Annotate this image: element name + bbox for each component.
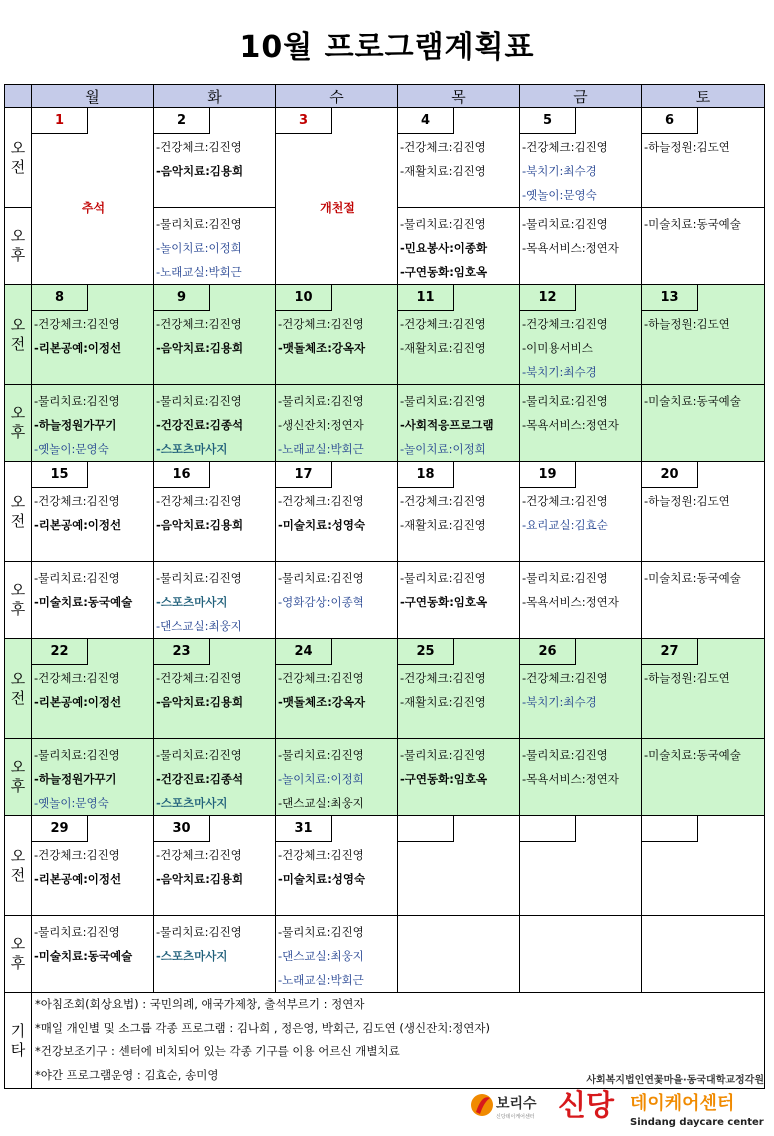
- program-entry: -구연동화:임호옥: [400, 265, 488, 279]
- date-number: 23: [154, 639, 210, 665]
- program-entry: -리본공예:이정선: [34, 341, 122, 355]
- label-char: 기: [10, 1021, 26, 1040]
- label-char: 전: [10, 511, 26, 530]
- program-entry: -건강체크:김진영: [400, 671, 486, 685]
- program-entry: -물리치료:김진영: [34, 571, 120, 585]
- program-entry: -목욕서비스:정연자: [522, 595, 619, 609]
- note-line: *건강보조기구 : 센터에 비치되어 있는 각종 기구를 이용 어르신 개별치료: [35, 1044, 400, 1058]
- program-entry: -북치기:최수경: [522, 164, 597, 178]
- day-pm-cell: [32, 916, 154, 993]
- program-entry: -물리치료:김진영: [278, 925, 364, 939]
- program-entry: -사회적응프로그램: [400, 418, 494, 432]
- program-entry: -건강체크:김진영: [34, 671, 120, 685]
- label-char: 오: [10, 492, 26, 511]
- weekday-header: 금: [520, 85, 642, 108]
- day-pm-cell: [276, 916, 398, 993]
- program-entry: -물리치료:김진영: [278, 571, 364, 585]
- label-char: 오: [10, 138, 26, 157]
- day-am-cell: [520, 108, 642, 208]
- program-entry: -미술치료:동국예술: [644, 748, 741, 762]
- program-entry: -건강체크:김진영: [278, 494, 364, 508]
- label-char: 후: [10, 954, 26, 972]
- program-entry: -물리치료:김진영: [156, 394, 242, 408]
- date-number: 25: [398, 639, 454, 665]
- program-entry: -댄스교실:최웅지: [278, 796, 364, 810]
- day-pm-cell: [398, 562, 520, 639]
- program-entry: -노래교실:박회근: [278, 442, 364, 456]
- date-number: [398, 816, 454, 842]
- program-entry: -북치기:최수경: [522, 695, 597, 709]
- program-entry: -댄스교실:최웅지: [156, 619, 242, 633]
- am-label: [5, 108, 32, 208]
- program-entry: -스포츠마사지: [156, 442, 228, 456]
- program-entry: -리본공예:이정선: [34, 695, 122, 709]
- program-entry: -미술치료:성영숙: [278, 518, 366, 532]
- program-entry: -물리치료:김진영: [156, 925, 242, 939]
- program-entry: -건강체크:김진영: [34, 848, 120, 862]
- program-entry: -미술치료:동국예술: [644, 217, 741, 231]
- day-am-cell: [642, 108, 765, 208]
- program-entry: -하늘정원:김도연: [644, 140, 730, 154]
- weekday-header: 수: [276, 85, 398, 108]
- label-char: 전: [10, 865, 26, 884]
- date-number: 15: [32, 462, 88, 488]
- program-entry: -물리치료:김진영: [400, 217, 486, 231]
- day-pm-cell: [520, 385, 642, 462]
- day-pm-cell: [154, 208, 276, 285]
- program-entry: -물리치료:김진영: [400, 571, 486, 585]
- day-am-cell: [32, 816, 154, 916]
- label-char: 오: [10, 935, 26, 953]
- program-entry: -목욕서비스:정연자: [522, 772, 619, 786]
- day-pm-cell: [32, 562, 154, 639]
- program-entry: -영화감상:이종혁: [278, 595, 364, 609]
- day-pm-cell: [276, 739, 398, 816]
- program-entry: -건강체크:김진영: [400, 494, 486, 508]
- program-entry: -건강체크:김진영: [400, 140, 486, 154]
- program-entry: -옛놀이:문영숙: [34, 796, 109, 810]
- program-entry: -물리치료:김진영: [34, 394, 120, 408]
- program-entry: -건강체크:김진영: [522, 494, 608, 508]
- program-entry: -물리치료:김진영: [522, 217, 608, 231]
- header-corner: [5, 85, 32, 108]
- day-pm-cell: [154, 562, 276, 639]
- day-am-cell: [642, 816, 765, 916]
- schedule-table: [4, 84, 765, 1089]
- day-pm-cell: [276, 562, 398, 639]
- pm-label: [5, 385, 32, 462]
- program-entry: -이미용서비스: [522, 341, 593, 355]
- program-entry: -건강체크:김진영: [278, 671, 364, 685]
- logo-brand-en: Sindang daycare center: [630, 1117, 764, 1128]
- label-char: 전: [10, 688, 26, 707]
- label-char: 후: [10, 600, 26, 618]
- day-pm-cell: [398, 739, 520, 816]
- day-am-cell: [520, 639, 642, 739]
- label-char: 후: [10, 777, 26, 795]
- day-pm-cell: [642, 739, 765, 816]
- date-number: 27: [642, 639, 698, 665]
- day-pm-cell: [32, 739, 154, 816]
- holiday-cell: [32, 108, 154, 285]
- weekday-header: 월: [32, 85, 154, 108]
- holiday-name: 개천절: [320, 201, 355, 215]
- pm-label: [5, 208, 32, 285]
- date-number: 3: [276, 108, 332, 134]
- date-number: 26: [520, 639, 576, 665]
- pm-label: [5, 916, 32, 993]
- program-entry: -놀이치료:이정희: [400, 442, 486, 456]
- program-entry: -건강체크:김진영: [522, 671, 608, 685]
- note-line: *야간 프로그램운영 : 김효순, 송미영: [35, 1067, 219, 1082]
- program-entry: -건강진료:김종석: [156, 772, 244, 786]
- center-logo: [470, 1072, 766, 1132]
- day-am-cell: [154, 816, 276, 916]
- program-entry: -스포츠마사지: [156, 595, 228, 609]
- logo-brand-small-sub: 신당데이케어센터: [496, 1114, 535, 1120]
- date-number: 22: [32, 639, 88, 665]
- note-line: *매일 개인별 및 소그룹 각종 프로그램 : 김나희 , 정은영, 박회근, 김도연 (생신잔치:정연자): [35, 1020, 491, 1035]
- program-entry: -음악치료:김용희: [156, 164, 244, 178]
- program-entry: -물리치료:김진영: [34, 748, 120, 762]
- program-entry: -건강체크:김진영: [522, 140, 608, 154]
- logo-org-text: 사회복지법인연꽃마을·동국대학교정각원: [586, 1075, 764, 1086]
- day-am-cell: [520, 462, 642, 562]
- program-entry: -물리치료:김진영: [156, 748, 242, 762]
- logo-brand-big-rest: 데이케어센터: [630, 1093, 735, 1114]
- date-number: 2: [154, 108, 210, 134]
- program-entry: -놀이치료:이정희: [278, 772, 364, 786]
- label-char: 후: [10, 246, 26, 264]
- day-am-cell: [520, 816, 642, 916]
- program-entry: -목욕서비스:정연자: [522, 241, 619, 255]
- program-entry: -건강체크:김진영: [156, 140, 242, 154]
- logo-brand-big: 신당: [558, 1088, 615, 1122]
- program-entry: -음악치료:김용희: [156, 695, 244, 709]
- day-am-cell: [276, 285, 398, 385]
- program-entry: -음악치료:김용희: [156, 872, 244, 886]
- label-char: 오: [10, 404, 26, 422]
- program-entry: -리본공예:이정선: [34, 518, 122, 532]
- program-entry: -생신잔치:정연자: [278, 418, 364, 432]
- program-entry: -민요봉사:이종화: [400, 241, 488, 255]
- label-char: 오: [10, 758, 26, 776]
- date-number: 11: [398, 285, 454, 311]
- day-am-cell: [398, 639, 520, 739]
- date-number: 4: [398, 108, 454, 134]
- program-entry: -물리치료:김진영: [34, 925, 120, 939]
- program-entry: -북치기:최수경: [522, 365, 597, 379]
- day-pm-cell: [154, 916, 276, 993]
- program-entry: -미술치료:동국예술: [34, 595, 133, 609]
- program-entry: -건강체크:김진영: [522, 317, 608, 331]
- program-entry: -재활치료:김진영: [400, 518, 486, 532]
- program-entry: -물리치료:김진영: [156, 571, 242, 585]
- date-number: [520, 816, 576, 842]
- weekday-header: 목: [398, 85, 520, 108]
- label-char: 타: [10, 1040, 26, 1059]
- program-entry: -하늘정원:김도연: [644, 671, 730, 685]
- date-number: 31: [276, 816, 332, 842]
- label-char: 오: [10, 846, 26, 865]
- program-entry: -맷돌체조:강옥자: [278, 695, 366, 709]
- program-entry: -하늘정원가꾸기: [34, 772, 117, 786]
- date-number: 18: [398, 462, 454, 488]
- program-entry: -건강체크:김진영: [34, 494, 120, 508]
- program-entry: -노래교실:박회근: [278, 973, 364, 987]
- program-entry: -물리치료:김진영: [278, 394, 364, 408]
- day-pm-cell: [398, 916, 520, 993]
- week-pm-row: [5, 916, 765, 993]
- day-pm-cell: [520, 562, 642, 639]
- day-pm-cell: [32, 385, 154, 462]
- date-number: 29: [32, 816, 88, 842]
- program-entry: -하늘정원가꾸기: [34, 418, 117, 432]
- day-pm-cell: [642, 208, 765, 285]
- label-char: 전: [10, 157, 26, 176]
- am-label: [5, 639, 32, 739]
- program-entry: -구연동화:임호옥: [400, 595, 488, 609]
- program-entry: -건강체크:김진영: [156, 494, 242, 508]
- day-am-cell: [398, 108, 520, 208]
- date-number: [642, 816, 698, 842]
- page-title: 10월 프로그램계획표: [239, 30, 535, 65]
- label-char: 전: [10, 334, 26, 353]
- week-am-row: [5, 108, 765, 208]
- week-pm-row: [5, 562, 765, 639]
- program-entry: -댄스교실:최웅지: [278, 949, 364, 963]
- date-number: 20: [642, 462, 698, 488]
- program-entry: -스포츠마사지: [156, 796, 228, 810]
- day-am-cell: [276, 639, 398, 739]
- day-am-cell: [32, 639, 154, 739]
- day-pm-cell: [398, 385, 520, 462]
- program-entry: -스포츠마사지: [156, 949, 228, 963]
- program-entry: -노래교실:박회근: [156, 265, 242, 279]
- day-am-cell: [32, 462, 154, 562]
- label-char: 오: [10, 315, 26, 334]
- program-entry: -건강체크:김진영: [156, 671, 242, 685]
- date-number: 5: [520, 108, 576, 134]
- day-am-cell: [154, 285, 276, 385]
- date-number: 9: [154, 285, 210, 311]
- program-entry: -건강체크:김진영: [400, 317, 486, 331]
- day-am-cell: [154, 462, 276, 562]
- week-am-row: [5, 639, 765, 739]
- program-entry: -물리치료:김진영: [156, 217, 242, 231]
- note-line: *아침조회(회상요법) : 국민의례, 애국가제창, 출석부르기 : 정연자: [35, 997, 365, 1011]
- program-entry: -하늘정원:김도연: [644, 494, 730, 508]
- day-am-cell: [642, 462, 765, 562]
- day-pm-cell: [154, 739, 276, 816]
- date-number: 10: [276, 285, 332, 311]
- day-am-cell: [642, 639, 765, 739]
- day-pm-cell: [642, 562, 765, 639]
- program-entry: -하늘정원:김도연: [644, 317, 730, 331]
- program-entry: -건강체크:김진영: [278, 848, 364, 862]
- program-entry: -구연동화:임호옥: [400, 772, 488, 786]
- holiday-cell: [276, 108, 398, 285]
- week-am-row: [5, 285, 765, 385]
- program-entry: -물리치료:김진영: [278, 748, 364, 762]
- day-am-cell: [642, 285, 765, 385]
- program-entry: -리본공예:이정선: [34, 872, 122, 886]
- label-char: 오: [10, 227, 26, 245]
- date-number: 24: [276, 639, 332, 665]
- date-number: 12: [520, 285, 576, 311]
- program-entry: -음악치료:김용희: [156, 518, 244, 532]
- am-label: [5, 462, 32, 562]
- date-number: 13: [642, 285, 698, 311]
- am-label: [5, 816, 32, 916]
- logo-brand-small: 보리수: [496, 1096, 537, 1112]
- program-entry: -건강체크:김진영: [156, 848, 242, 862]
- label-char: 오: [10, 669, 26, 688]
- day-pm-cell: [276, 385, 398, 462]
- week-am-row: [5, 462, 765, 562]
- pm-label: [5, 739, 32, 816]
- week-pm-row: [5, 385, 765, 462]
- program-entry: -옛놀이:문영숙: [522, 188, 597, 202]
- program-entry: -목욕서비스:정연자: [522, 418, 619, 432]
- day-am-cell: [398, 816, 520, 916]
- day-pm-cell: [154, 385, 276, 462]
- date-number: 16: [154, 462, 210, 488]
- program-entry: -건강진료:김종석: [156, 418, 244, 432]
- label-char: 오: [10, 581, 26, 599]
- program-entry: -물리치료:김진영: [522, 571, 608, 585]
- program-entry: -재활치료:김진영: [400, 164, 486, 178]
- date-number: 30: [154, 816, 210, 842]
- program-entry: -재활치료:김진영: [400, 341, 486, 355]
- program-entry: -재활치료:김진영: [400, 695, 486, 709]
- program-entry: -건강체크:김진영: [34, 317, 120, 331]
- date-number: 1: [32, 108, 88, 134]
- day-pm-cell: [520, 916, 642, 993]
- day-am-cell: [154, 108, 276, 208]
- program-entry: -음악치료:김용희: [156, 341, 244, 355]
- label-char: 후: [10, 423, 26, 441]
- day-pm-cell: [642, 916, 765, 993]
- other-label: [5, 993, 32, 1089]
- week-pm-row: [5, 739, 765, 816]
- day-pm-cell: [520, 208, 642, 285]
- week-am-row: [5, 816, 765, 916]
- day-am-cell: [398, 462, 520, 562]
- program-entry: -미술치료:동국예술: [644, 394, 741, 408]
- day-pm-cell: [520, 739, 642, 816]
- program-entry: -놀이치료:이정희: [156, 241, 242, 255]
- program-entry: -미술치료:동국예술: [34, 949, 133, 963]
- weekday-header-row: [5, 85, 765, 108]
- program-entry: -옛놀이:문영숙: [34, 442, 109, 456]
- program-entry: -미술치료:성영숙: [278, 872, 366, 886]
- program-entry: -물리치료:김진영: [522, 748, 608, 762]
- day-am-cell: [32, 285, 154, 385]
- program-entry: -요리교실:김효순: [522, 518, 608, 532]
- program-entry: -물리치료:김진영: [522, 394, 608, 408]
- program-entry: -미술치료:동국예술: [644, 571, 741, 585]
- pm-label: [5, 562, 32, 639]
- day-am-cell: [398, 285, 520, 385]
- program-entry: -물리치료:김진영: [400, 748, 486, 762]
- date-number: 17: [276, 462, 332, 488]
- program-entry: -건강체크:김진영: [156, 317, 242, 331]
- date-number: 8: [32, 285, 88, 311]
- date-number: 19: [520, 462, 576, 488]
- program-entry: -맷돌체조:강옥자: [278, 341, 366, 355]
- day-am-cell: [520, 285, 642, 385]
- day-pm-cell: [398, 208, 520, 285]
- weekday-header: 토: [642, 85, 765, 108]
- date-number: 6: [642, 108, 698, 134]
- am-label: [5, 285, 32, 385]
- program-entry: -물리치료:김진영: [400, 394, 486, 408]
- program-entry: -건강체크:김진영: [278, 317, 364, 331]
- day-am-cell: [276, 816, 398, 916]
- day-am-cell: [276, 462, 398, 562]
- holiday-name: 추석: [81, 201, 106, 215]
- day-pm-cell: [642, 385, 765, 462]
- weekday-header: 화: [154, 85, 276, 108]
- day-am-cell: [154, 639, 276, 739]
